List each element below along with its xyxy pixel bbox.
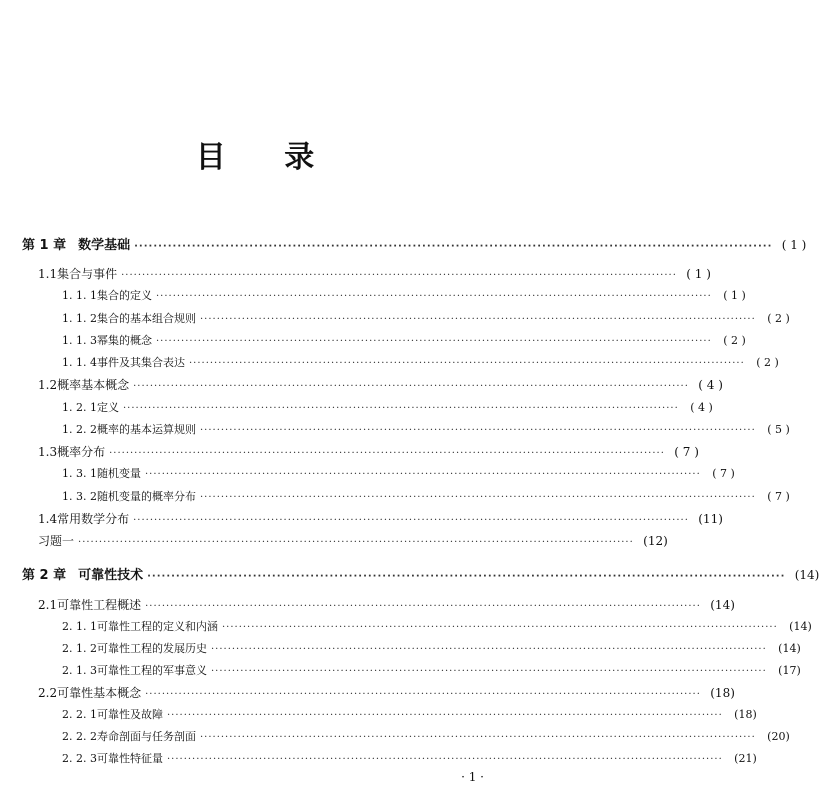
toc-leader-dots: ····································································································································· <box>134 241 773 252</box>
toc-entry-sub <box>62 287 746 303</box>
toc-entry-label: 集合的基本组合规则 <box>96 312 196 325</box>
toc-leader-dots: ····································································································································· <box>221 622 778 633</box>
toc-entry-number: 1.2 <box>38 378 58 392</box>
toc-entry-section <box>38 684 735 701</box>
toc-entry-label: 定义 <box>96 401 119 414</box>
toc-entry-page: ( 4 ) <box>698 378 723 392</box>
toc-leader-dots: ····································································································································· <box>199 492 756 503</box>
toc-entry-number: 2. 2. 1 <box>62 708 97 721</box>
toc-entry-number: 1.1 <box>38 267 58 281</box>
toc-entry-sub <box>62 640 801 656</box>
toc-entry-page: ( 1 ) <box>781 238 807 252</box>
toc-entry-label: 概率的基本运算规则 <box>96 423 196 436</box>
toc-entry-page: ( 7 ) <box>712 467 735 480</box>
toc-entry-page: (14) <box>710 598 735 612</box>
toc-entry-number: 1. 1. 2 <box>62 312 97 325</box>
toc-entry-number: 1.4 <box>38 512 58 526</box>
toc-entry-label: 可靠性工程的定义和内涵 <box>96 620 218 633</box>
toc-entry-exercise <box>38 532 668 549</box>
toc-entry-page: (12) <box>643 534 668 548</box>
toc-entry-number: 1. 1. 3 <box>62 334 97 347</box>
toc-entry-page: ( 1 ) <box>686 267 711 281</box>
toc-leader-dots: ····································································································································· <box>122 403 679 414</box>
toc-entry-label: 随机变量 <box>96 467 141 480</box>
toc-entry-number: 1. 1. 1 <box>62 289 97 302</box>
toc-entry-number: 第 1 章 <box>22 238 67 253</box>
toc-entry-label: 可靠性工程的发展历史 <box>96 642 207 655</box>
toc-entry-number: 2. 1. 1 <box>62 620 97 633</box>
toc-entry-sub <box>62 750 757 766</box>
toc-entry-sub <box>62 706 757 722</box>
toc-entry-page: ( 1 ) <box>723 289 746 302</box>
toc-leader-dots: ····································································································································· <box>145 689 701 700</box>
toc-entry-section <box>38 510 723 527</box>
toc-entry-page: (14) <box>778 642 801 655</box>
toc-entry-page: ( 7 ) <box>674 445 699 459</box>
toc-entry-label: 集合的定义 <box>96 289 152 302</box>
toc-entry-sub <box>62 618 812 634</box>
toc-entry-sub <box>62 488 790 504</box>
toc-entry-sub <box>62 465 735 481</box>
toc-entry-label: 随机变量的概率分布 <box>96 490 196 503</box>
toc-entry-label: 幂集的概念 <box>96 334 152 347</box>
toc-entry-number: 1.3 <box>38 445 58 459</box>
toc-entry-page: (18) <box>710 686 735 700</box>
toc-leader-dots: ····································································································································· <box>133 515 689 526</box>
toc-entry-label: 可靠性工程概述 <box>57 598 142 612</box>
toc-entry-chapter <box>22 564 819 583</box>
toc-entry-section <box>38 596 735 613</box>
toc-entry-section <box>38 265 711 282</box>
toc-leader-dots: ····································································································································· <box>210 666 767 677</box>
toc-entry-sub <box>62 399 713 415</box>
toc-entry-label: 可靠性特征量 <box>96 752 163 765</box>
toc-entry-sub <box>62 728 790 744</box>
toc-entry-number: 2.2 <box>38 686 58 700</box>
page-number: · 1 · <box>461 770 484 784</box>
toc-entry-label: 集合与事件 <box>57 267 118 281</box>
toc-entry-sub <box>62 332 746 348</box>
toc-leader-dots: ····································································································································· <box>166 710 723 721</box>
toc-entry-label: 事件及其集合表达 <box>96 356 185 369</box>
toc-leader-dots: ····································································································································· <box>166 754 723 765</box>
toc-entry-page: ( 2 ) <box>767 312 790 325</box>
toc-entry-sub <box>62 421 790 437</box>
toc-entry-number: 1. 2. 2 <box>62 423 97 436</box>
toc-leader-dots: ····································································································································· <box>155 291 712 302</box>
toc-entry-page: ( 7 ) <box>767 490 790 503</box>
toc-entry-page: (20) <box>767 730 790 743</box>
toc-entry-page: ( 5 ) <box>767 423 790 436</box>
toc-entry-page: (17) <box>778 664 801 677</box>
toc-leader-dots: ····································································································································· <box>155 336 712 347</box>
toc-entry-page: (21) <box>734 752 757 765</box>
toc-entry-label: 可靠性及故障 <box>96 708 163 721</box>
toc-entry-sub <box>62 662 801 678</box>
toc-entry-chapter <box>22 234 807 253</box>
toc-entry-label: 数学基础 <box>78 238 131 253</box>
toc-entry-label: 习题一 <box>38 534 75 548</box>
toc-entry-number: 1. 2. 1 <box>62 401 97 414</box>
toc-entry-sub <box>62 310 790 326</box>
toc-entry-number: 2. 1. 2 <box>62 642 97 655</box>
toc-entry-page: (11) <box>698 512 723 526</box>
toc-leader-dots: ····································································································································· <box>199 314 756 325</box>
toc-leader-dots: ····································································································································· <box>147 571 786 582</box>
toc-entry-section <box>38 376 723 393</box>
toc-entry-label: 常用数学分布 <box>57 512 130 526</box>
toc-entry-label: 概率分布 <box>57 445 106 459</box>
toc-entry-number: 2. 2. 2 <box>62 730 97 743</box>
toc-entry-number: 1. 3. 2 <box>62 490 97 503</box>
toc-leader-dots: ····································································································································· <box>188 358 745 369</box>
toc-entry-page: ( 4 ) <box>690 401 713 414</box>
toc-entry-label: 概率基本概念 <box>57 378 130 392</box>
toc-leader-dots: ····································································································································· <box>199 425 756 436</box>
toc-leader-dots: ····································································································································· <box>121 270 677 281</box>
toc-entry-number: 2. 1. 3 <box>62 664 97 677</box>
toc-entry-sub <box>62 354 779 370</box>
toc-leader-dots: ····································································································································· <box>78 537 634 548</box>
toc-entry-label: 寿命剖面与任务剖面 <box>96 730 196 743</box>
toc-entry-number: 1. 1. 4 <box>62 356 97 369</box>
toc-entry-label: 可靠性工程的军事意义 <box>96 664 207 677</box>
toc-entry-label: 可靠性基本概念 <box>57 686 142 700</box>
toc-leader-dots: ····································································································································· <box>145 601 701 612</box>
toc-entry-page: (18) <box>734 708 757 721</box>
page-title: 目 录 <box>195 140 339 175</box>
toc-entry-number: 第 2 章 <box>22 568 67 583</box>
toc-leader-dots: ····································································································································· <box>144 469 701 480</box>
toc-entry-label: 可靠性技术 <box>78 568 144 583</box>
toc-entry-page: (14) <box>794 568 819 582</box>
toc-leader-dots: ····································································································································· <box>210 644 767 655</box>
toc-entry-number: 1. 3. 1 <box>62 467 97 480</box>
toc-leader-dots: ····································································································································· <box>133 381 689 392</box>
toc-leader-dots: ····································································································································· <box>109 448 665 459</box>
toc-entry-page: ( 2 ) <box>756 356 779 369</box>
toc-entry-section <box>38 443 699 460</box>
toc-leader-dots: ····································································································································· <box>199 732 756 743</box>
toc-entry-number: 2. 2. 3 <box>62 752 97 765</box>
toc-entry-number: 2.1 <box>38 598 58 612</box>
toc-entry-page: (14) <box>789 620 812 633</box>
toc-entry-page: ( 2 ) <box>723 334 746 347</box>
